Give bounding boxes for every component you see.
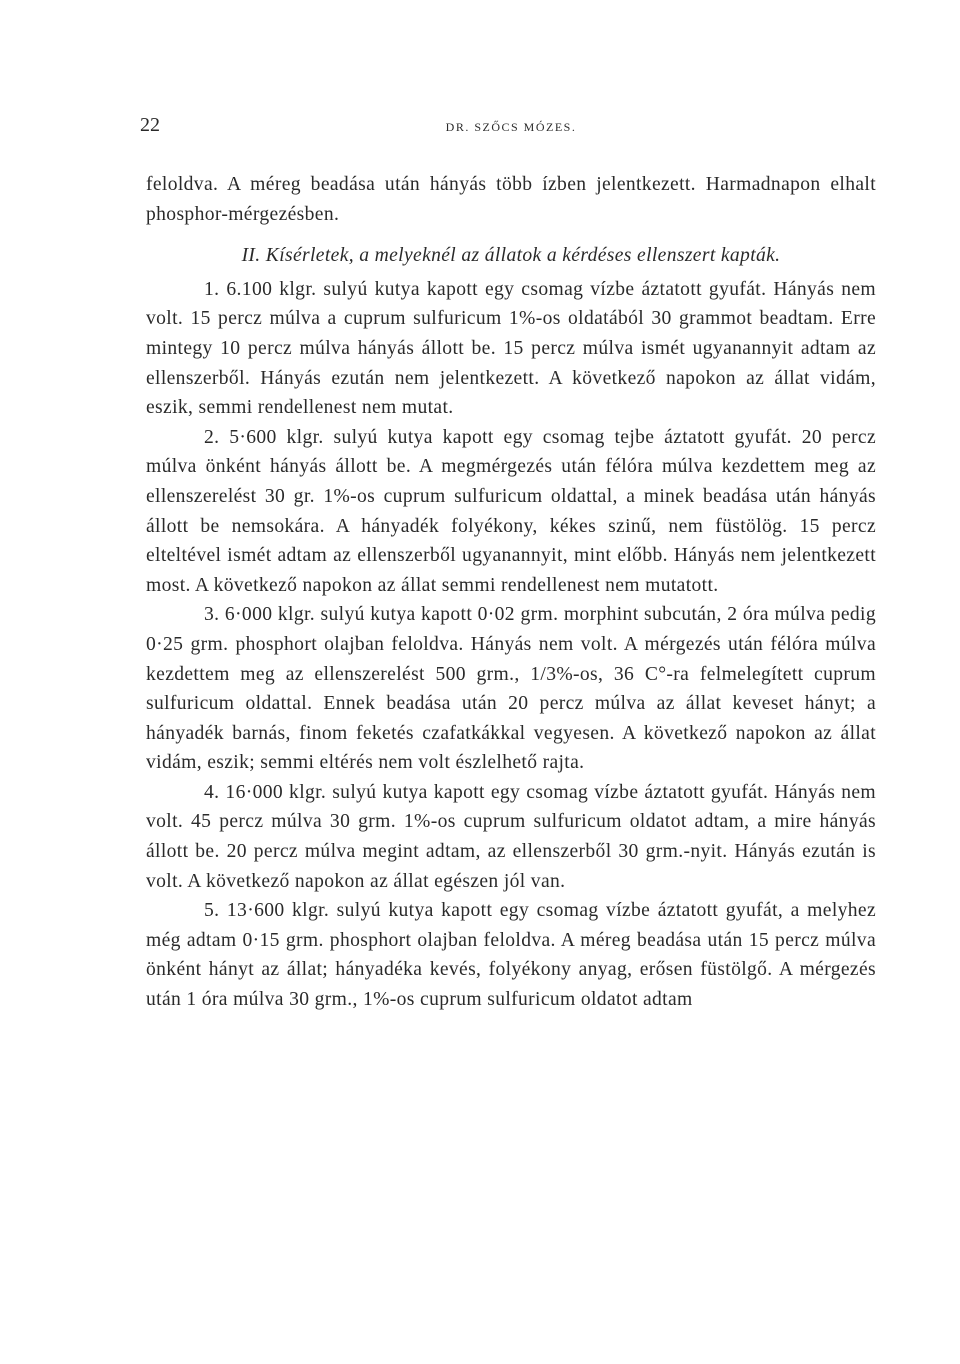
- paragraph-experiment-3: 3. 6·000 klgr. sulyú kutya kapott 0·02 grm. morphint subcután, 2 óra múlva pedig 0·25 grm. phosphort olajban feloldva. Hányás nem volt. A mérgezés után félóra múlva kezdettem meg az ellenszerelést 500 grm., 1/3%-os, 36 C°-ra felmelegített cuprum sulfuricum oldattal. Ennek beadása után 20 percz múlva az állat keveset hányt; a hányadék barnás, finom feketés czafatkákkal vegyesen. A következő napokon az állat vidám, eszik; semmi eltérés nem volt észlelhető rajta.: [146, 604, 876, 774]
- document-page: [140, 114, 876, 1015]
- running-head: DR. SZŐCS MÓZES.: [445, 120, 577, 134]
- page-header: [140, 114, 876, 148]
- paragraph-experiment-1: 1. 6.100 klgr. sulyú kutya kapott egy csomag vízbe áztatott gyufát. Hányás nem volt. 15 percz múlva a cuprum sulfuricum 1%-os oldatából 30 grammot beadtam. Erre mintegy 10 percz múlva hányás állott be. 15 percz múlva ismét ugyanannyit adtam az ellenszerből. Hányás ezután nem jelentkezett. A következő napokon az állat vidám, eszik, semmi rendellenest nem mutat.: [146, 278, 876, 419]
- body-text: [146, 170, 876, 1015]
- paragraph-continuation: feloldva. A méreg beadása után hányás több ízben jelentkezett. Harmadnapon elhalt phosphor-mérgezésben.: [146, 174, 876, 225]
- paragraph-experiment-4: 4. 16·000 klgr. sulyú kutya kapott egy csomag vízbe áztatott gyufát. Hányás nem volt. 45 percz múlva 30 grm. 1%-os cuprum sulfuricum oldatot adtam, a mire hányás állott be. 20 percz múlva megint adtam, az ellenszerből 30 grm.-nyit. Hányás ezután is volt. A következő napokon az állat egészen jól van.: [146, 781, 876, 892]
- paragraph-experiment-5: 5. 13·600 klgr. sulyú kutya kapott egy csomag vízbe áztatott gyufát, a melyhez még adtam 0·15 grm. phosphort olajban feloldva. A méreg beadása után 15 percz múlva önként hányt az állat; hányadéka kevés, folyékony anyag, erősen füstölgő. A mérgezés után 1 óra múlva 30 grm., 1%-os cuprum sulfuricum oldatot adtam: [146, 900, 876, 1011]
- page-number: 22: [140, 114, 160, 136]
- paragraph-experiment-2: 2. 5·600 klgr. sulyú kutya kapott egy csomag tejbe áztatott gyufát. 20 percz múlva önként hányás állott be. A megmérgezés után félóra múlva kezdettem meg az ellenszerelést 30 gr. 1%-os cuprum sulfuricum oldattal, a minek beadása után hányás állott be nemsokára. A hányadék folyékony, kékes szinű, nem füstölög. 15 percz elteltével ismét adtam az ellenszerből ugyanannyit, mint előbb. Hányás nem jelentkezett most. A következő napokon az állat semmi rendellenest nem mutatott.: [146, 426, 876, 596]
- section-heading: II. Kísérletek, a melyeknél az állatok a kérdéses ellenszert kapták.: [241, 245, 781, 267]
